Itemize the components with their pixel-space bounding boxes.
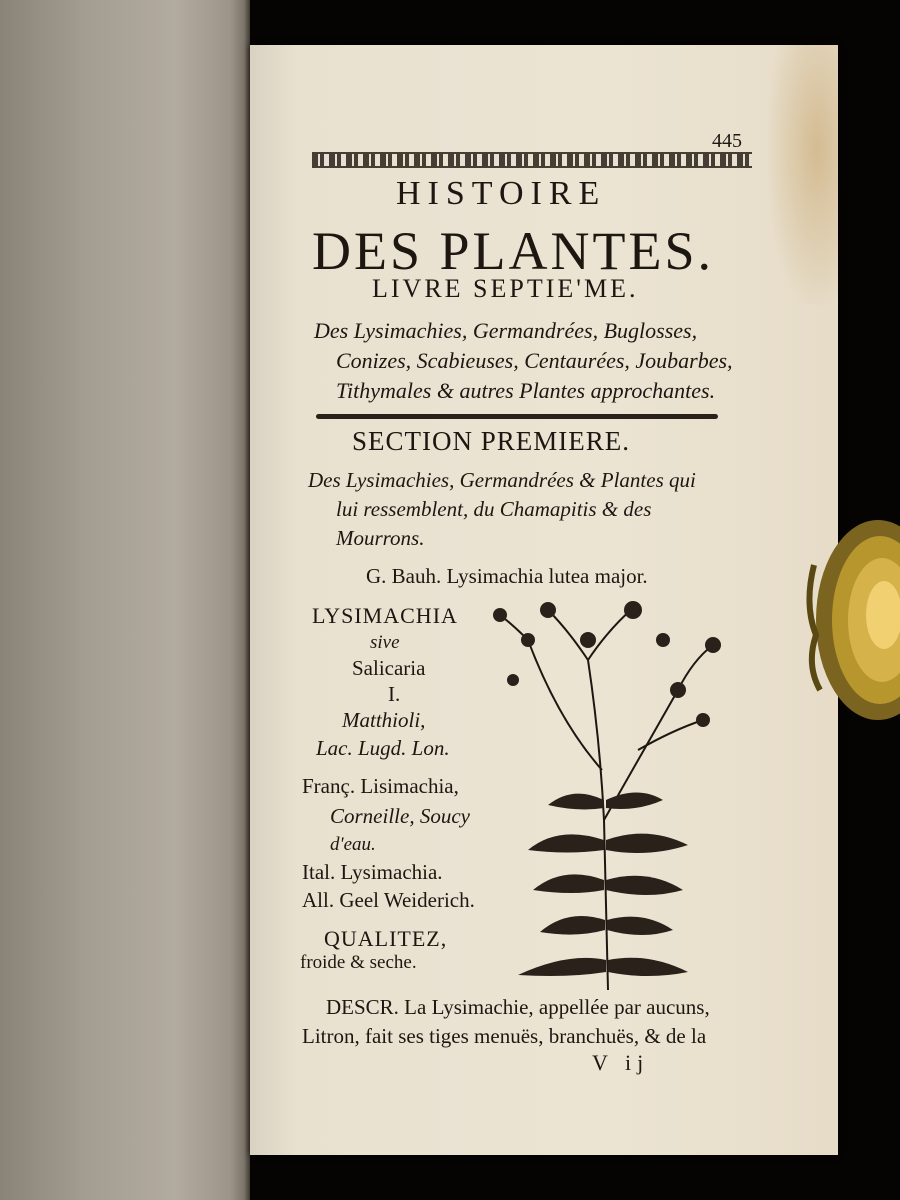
french-name-2: Corneille, Soucy xyxy=(330,804,470,828)
italian-name: Ital. Lysimachia. xyxy=(302,860,443,884)
subtitle-line-3: Tithymales & autres Plantes approchantes. xyxy=(336,378,716,403)
numeral: I. xyxy=(388,682,401,706)
reference-line: G. Bauh. Lysimachia lutea major. xyxy=(366,564,648,588)
headpiece-ornament xyxy=(312,152,752,168)
author-name: Matthioli, xyxy=(342,708,426,732)
french-name-3: d'eau. xyxy=(330,834,376,855)
heading-rule xyxy=(316,414,718,419)
qualities-label: QUALITEZ, xyxy=(324,926,448,951)
section-line-2: lui ressemblent, du Chamapitis & des xyxy=(336,497,652,521)
left-page xyxy=(0,0,250,1200)
foxing-stain xyxy=(768,45,838,305)
subtitle-line-2: Conizes, Scabieuses, Centaurées, Joubarbes, xyxy=(336,348,733,373)
plant-woodcut xyxy=(488,600,733,995)
sources-line: Lac. Lugd. Lon. xyxy=(316,736,450,760)
book-heading: LIVRE SEPTIE'ME. xyxy=(372,274,639,303)
section-line-1: Des Lysimachies, Germandrées & Plantes qui xyxy=(308,468,696,492)
title-line-1: HISTOIRE xyxy=(396,175,607,212)
section-title: SECTION PREMIERE. xyxy=(352,426,631,456)
clasp-ornament xyxy=(800,505,900,725)
title-line-2: DES PLANTES. xyxy=(312,221,715,281)
french-name-1: Franç. Lisimachia, xyxy=(302,774,459,798)
german-name: All. Geel Weiderich. xyxy=(302,888,475,912)
qualities-text: froide & seche. xyxy=(300,952,417,973)
subtitle-line-1: Des Lysimachies, Germandrées, Buglosses, xyxy=(314,318,698,343)
description-line-1: DESCR. La Lysimachie, appellée par aucuns, xyxy=(326,995,710,1019)
latin-name-2: Salicaria xyxy=(352,656,426,680)
latin-name: LYSIMACHIA xyxy=(312,603,458,628)
signature-mark: V ij xyxy=(592,1050,650,1075)
description-line-2: Litron, fait ses tiges menuës, branchuës, & de la xyxy=(302,1024,707,1048)
page-number: 445 xyxy=(712,130,742,152)
section-line-3: Mourrons. xyxy=(336,526,425,550)
sive-word: sive xyxy=(370,632,400,653)
